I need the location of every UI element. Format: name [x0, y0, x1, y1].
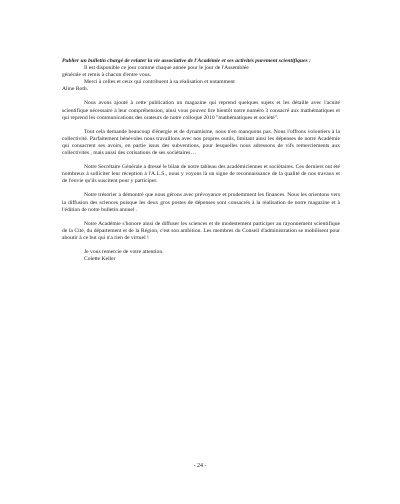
thanks-name: Aline Roth. [62, 86, 89, 93]
page-number: - 24 - [193, 463, 207, 469]
paragraph-secretary: Notre Secrétaire Générale a dressé le bilan de notre tableau des académiciennes et sociétaires. Ces derniers ont été nombreux à solliciter leur réception à l'A.L.S., nous y voyons là un signe de reconnaissance de la qualité de nos travaux et de l'envie qu'ils suscitent pour y participer. [62, 164, 340, 185]
document-body [62, 58, 340, 263]
paragraph-treasurer: Notre trésorier a démontré que nous gérons avec prévoyance et prudemment les finances. Nous les orientons vers la diffusion des sciences puisque les deux gros postes de dépenses sont consacrés à la réalisation de notre magazine et à l'édition de notre bulletin annuel . [62, 192, 340, 213]
intro-line: générale et remis à chacun d'entre vous. [62, 72, 152, 79]
intro-line: Il est disponible ce jour comme chaque année pour le jour de l'Assemblée [84, 65, 249, 72]
paragraph-energy: Tout cela demande beaucoup d'énergie et de dynamisme, nous n'en manquons pas. Nous l'offrons volontiers à la collectivité. Parfaitement bénévoles nous travaillons avec nos propres outils, limitant ainsi les dépenses de notre Académie qui consacrent ses avoirs, en partie issus des subventions, pour lesquelles nous adressons de vifs remerciements aux collectivités , mais aussi des cotisations de ses sociétaires… [62, 128, 340, 157]
paragraph-magazine: Nous avons ajouté à cette publication un magazine qui reprend quelques sujets et les détaille avec l'acuité scientifique nécessaire à leur compréhension, ainsi vous pouvez lire bientôt notre numéro 3 consacré aux mathématiques et qui reprend les communications des orateurs de notre colloque 2010 "mathématiques et société". [62, 100, 340, 121]
signature: Colette Keller [84, 256, 116, 263]
intro-heading: Publier un bulletin chargé de relater la vie associative de l'Académie et ses activités purement scientifiques : [62, 58, 311, 64]
thanks-line: Merci à celles et ceux qui contribuent à sa réalisation et notamment [84, 79, 235, 86]
paragraph-academy: Notre Académie s'honore ainsi de diffuser les sciences et de modestement participer au rayonnement scientifique de la Cité, du département et de la Région, c'est son ambition. Les membres du Conseil d'administration se mobilisent pour aboutir à ce but qui n'a rien de virtuel ! [62, 220, 340, 241]
closing-line: Je vous remercie de votre attention. [84, 248, 164, 255]
